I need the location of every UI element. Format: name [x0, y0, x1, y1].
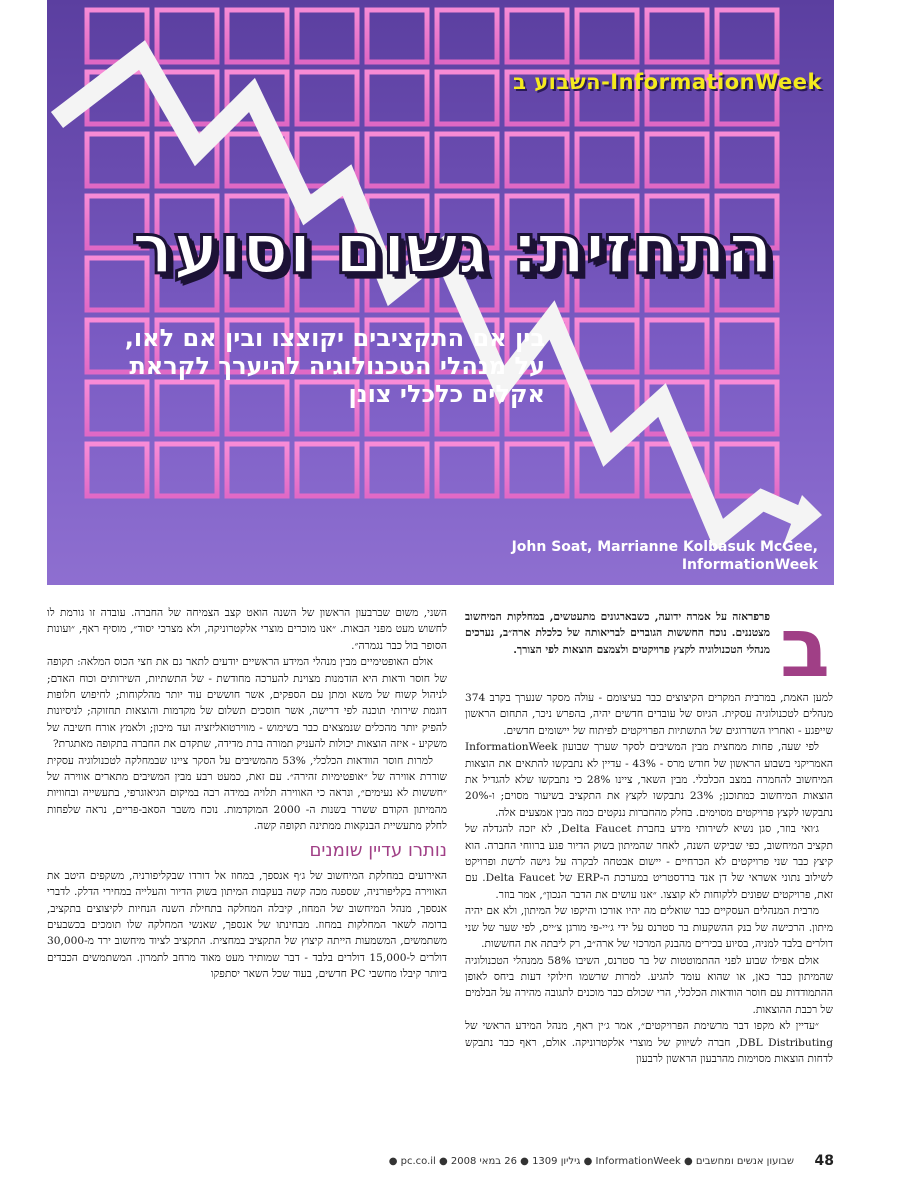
byline	[418, 538, 818, 574]
paragraph: אולם אפילו שבוע לפני ההתמוטטות של בר סטרנס, השיבו 58% ממנהלי הטכנולוגיה שהמיתון כבר כאן, או שהוא עומד להגיע. למרות שרשמו חילוקי דעות ביחס לאופן ההתמודדות עם חוסר הוודאות הכלכלי, הרי שכולם כבר מוכנים לתגובה מהירה על הבלמים של רכבת ההוצאות.	[465, 954, 833, 1016]
article-subhead: בין אם התקציבים יקוצצו ובין אם לאו, על מנהלי הטכנולוגיה להיערך לקראת אקלים כלכלי צונן	[124, 324, 545, 408]
section-kicker: השבוע ב-InformationWeek	[513, 70, 822, 94]
paragraph: למרות חוסר הוודאות הכלכלי, 53% מהמשיבים על הסקר ציינו שבמחלקה לטכנולוגיה עסקית שוררת אווירה של ״אופטימיות זהירה״. עם זאת, כמעט רבע מבין המשיבים מתארים אווירה של ״חששות לא נעימים״, ונראה כי האווירה תלויה במידה רבה במיקום הגיאוגרפי, בתעשייה ובחוויות מהמיתון הקודם ששרר בשנות ה- 2000 המוקדמות. נוכח משבר הסאב-פריים, נראה שלפחות לחלק מתעשיית הבנקאות ממתינה תקופה קשה.	[47, 754, 448, 833]
footer-publication-line: שבועון אנשים ומחשבים ● InformationWeek ● גיליון 1309 ● 26 במאי 2008 ● pc.co.il ●	[388, 1156, 794, 1167]
article-lede: פרפראזה על אמרה ידועה, כשבארגונים מתעטשים, במחלקות המיחשוב מצטננים. נוכח החששות הגוברים לבריאותה של כלכלת ארה״ב, נערכים מנהלי הטכנולוגיה לקצץ פרויקטים ולצמצם הוצאות לפי הצורך.	[465, 611, 770, 656]
byline-source: InformationWeek	[681, 557, 818, 573]
paragraph: אולם האופטימיים מבין מנהלי המידע הראשיים יודעים לתאר גם את חצי הכוס המלאה: תקופה של חוסר ודאות היא הזדמנות מצוינת להערכה מחודשת - של התשתיות, השירותים וכוח האדם; לניהול קשוח של משא ומתן עם הספקים, אשר חוששים עוד יותר מהלקוחות; לחיפוש חלופות דוגמת שירותי תוכנה לפי דרישה, אשר חוסכים תשלום של מקדמות והוצאות תחזוקה; לניסיונות להפיק יותר מהכלים שנמצאים כבר בשימוש - מווירטואליזציה ועד מיכון; ולאמץ אורח חשיבה של משקיע - איזה הוצאות יכולות להעניק תמורה ברת מדידה, שתקדם את החברה בתקופה מאתגרת?	[47, 656, 447, 751]
body-column-right	[465, 690, 833, 1067]
drop-cap: ב	[779, 601, 830, 696]
byline-authors: John Soat, Marrianne Kolbasuk McGee,	[511, 539, 818, 555]
paragraph: מרבית המנהלים העסקיים כבר שואלים מה יהיו אורכו והיקפו של המיתון, ולא אם יהיה מיתון. הרכישה של בנק ההשקעות בר סטרנס על ידי ג׳יי-פי מורגן צ׳ייס, לפי שער של שני דולרים בלבד למניה, בסיוע בכירים מהבנק המרכזי של ארה״ב, רק ליבתה את החששות.	[465, 905, 833, 951]
paragraph: האירועים במחלקת המיחשוב של ג׳ף אנספך, במחוז אל דורדו שבקליפורניה, משקפים היטב את האווירה בקליפורניה, שספגה מכה קשה בעקבות המיתון בשוק הדיור והעלייה במחירי הדלק. לדברי אנספך, מנהל המיחשוב של המחוז, קיבלה המחלקה בתחילת השנה הנחיות לקיצוצים בתקציב, בדומה לשאר המחלקות במחוז. מבחינתו של אנספך, שאנשי המחלקה שלו תומכים בכשבעים משתמשים, המשמעות הייתה קיצוץ של התקציב במחצית. התקציב לציוד מיחשוב ירד מ-30,000 דולרים ל-15,000 דולרים בלבד - דבר שמותיר מעט מאוד מרחב לתמרון. המשתמשים הכבדים ביותר קיבלו מחשבי PC חדשים, בעוד שכל השאר יסתפקו	[47, 869, 447, 981]
article-headline: התחזית: גשום וסוער	[131, 208, 773, 290]
paragraph: לפי שעה, פחות ממחצית מבין המשיבים לסקר שערך שבועון InformationWeek האמריקני בשבוע הראשון של חודש מרס - 43% - עדיין לא נתבקשו להתאים את הוצאות המיחשוב להחמרה במצב הכלכלי. מבין השאר, ציינו 28% כי נתבקשו שלא להגדיל את הוצאות המיחשוב כמתוכנן; 23% נתבקשו לקצץ את התקציב בשיעור מסוים; ו-20% נתבקשו לקצץ פרויקטים מסוימים. בחלק מהחברות ננקטים כמה מבין אמצעים אלה.	[465, 741, 833, 819]
paragraph: השני, משום שברבעון הראשון של השנה הואט קצב הצמיחה של החברה. עובדה זו גורמת לו לחשוש מעט מפני הבאות. ״אנו מוכרים מוצרי אלקטרוניקה, ולא מצרכי יסוד״, מוסיף ראף, ״ועונות הסופר בול כבר נגמרה״.	[47, 607, 447, 652]
page-number: 48	[814, 1153, 834, 1169]
paragraph: למען האמת, במרבית המקרים הקיצוצים כבר בעיצומם - עולה מסקר שנערך בקרב 374 מנהלים לטכנולוגיה עסקית. הגיוס של עובדים חדשים יהיה, בהפרש ניכר, התחום הראשון שייפגע - ואחריו השדרוגים של התשתיות הפרויקטים לפיתוח של יישומים חדשים.	[465, 692, 833, 737]
hero-image	[47, 0, 834, 585]
body-column-left	[47, 605, 447, 983]
paragraph: ג׳ואי בוזר, סגן נשיא לשירותי מידע בחברת Delta Faucet, לא יזכה להגדלה של תקציב המיחשוב, כפי שביקש השנה, לאחר שהמיתון בשוק הדיור פגע ברווחי החברה. הוא קיצץ כבר שני פרויקטים לא הכרחיים - יישום אבטחה לבקרה על גישה לרשת ופרויקט לשילוב נתוני אשראי של דן אנד ברדסטריט במערכת ה-ERP של Delta Faucet. עם זאת, פרויקטים שפונים ללקוחות לא קוצצו. ״אנו עושים את הדבר הנכון״, אמר בוזר.	[465, 823, 833, 901]
section-subheading: נותרו עדיין שומנים	[309, 839, 447, 861]
paragraph: ״עדיין לא מקפו דבר מרשימת הפרויקטים״, אמר ג׳ין ראף, מנהל המידע הראשי של DBL Distributing, חברה לשיווק של מוצרי אלקטרוניקה. אולם, ראף כבר נתבקש לדחות הוצאות מסוימות מהרבעון הראשון לרבעון	[465, 1020, 834, 1065]
page-footer	[47, 1153, 834, 1173]
